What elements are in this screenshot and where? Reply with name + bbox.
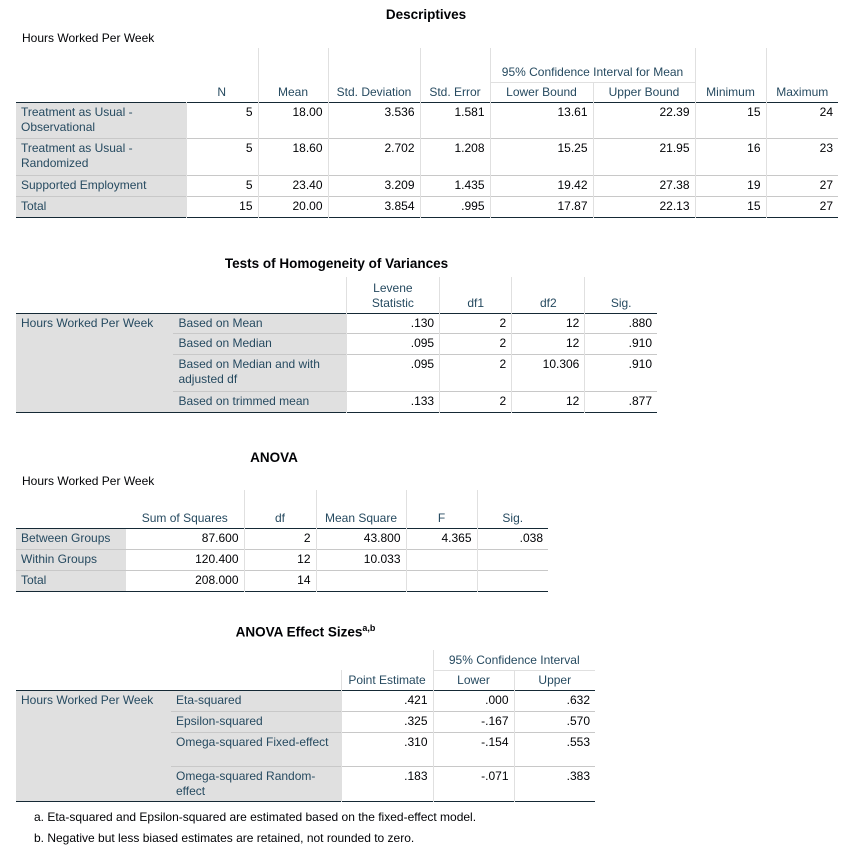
- table-row: [16, 528, 548, 549]
- desc-header-ci: 95% Confidence Interval for Mean: [490, 48, 695, 82]
- cell: 2: [244, 528, 316, 549]
- desc-header-upper-bound: Upper Bound: [593, 82, 695, 102]
- desc-header-std-error: Std. Error: [420, 48, 490, 102]
- row-label: Treatment as Usual - Observational: [16, 102, 186, 138]
- cell: .553: [514, 732, 595, 766]
- row-label: Treatment as Usual - Randomized: [16, 138, 186, 175]
- cell: 22.39: [593, 102, 695, 138]
- cell: 12: [244, 549, 316, 570]
- cell: .910: [585, 333, 657, 354]
- cell: 27: [766, 196, 838, 217]
- row-label: Total: [16, 570, 126, 591]
- cell: .130: [346, 313, 439, 333]
- row-group-label: Hours Worked Per Week: [16, 690, 171, 801]
- cell: 15.25: [490, 138, 593, 175]
- cell: .310: [341, 732, 433, 766]
- row-label: Based on Median: [173, 333, 346, 354]
- cell: 43.800: [316, 528, 406, 549]
- row-label: Epsilon-squared: [171, 711, 341, 732]
- table-row: [16, 196, 838, 217]
- cell: 12: [512, 391, 585, 412]
- desc-header-std-deviation: Std. Deviation: [328, 48, 420, 102]
- anova-header-f: F: [406, 490, 477, 528]
- descriptives-title: Descriptives: [385, 7, 467, 22]
- cell: 5: [186, 138, 258, 175]
- cell: 15: [695, 196, 766, 217]
- cell: 87.600: [201, 530, 239, 545]
- cell: [477, 549, 548, 570]
- cell: [406, 549, 477, 570]
- cell: 1.435: [420, 175, 490, 196]
- anova-dv-label: Hours Worked Per Week: [22, 474, 155, 488]
- cell: 19.42: [490, 175, 593, 196]
- row-label: Omega-squared Fixed-effect: [171, 732, 341, 766]
- cell: 13.61: [490, 102, 593, 138]
- cell: 17.87: [490, 196, 593, 217]
- cell: -.071: [433, 766, 514, 801]
- effect-title: [16, 623, 595, 640]
- row-label: Between Groups: [16, 528, 126, 549]
- cell: .133: [346, 391, 439, 412]
- row-group-label: Hours Worked Per Week: [16, 313, 173, 412]
- cell: 2: [440, 391, 512, 412]
- cell: 2: [440, 333, 512, 354]
- table-row: [16, 549, 548, 570]
- table-row: [16, 313, 657, 333]
- anova-header-sig: Sig.: [477, 490, 548, 528]
- cell: -.154: [433, 732, 514, 766]
- cell: .325: [341, 711, 433, 732]
- cell: 15: [186, 196, 258, 217]
- cell: 2: [440, 354, 512, 391]
- cell: [316, 570, 406, 591]
- cell: 1.581: [420, 102, 490, 138]
- cell: 23: [766, 138, 838, 175]
- effect-header-point: Point Estimate: [341, 670, 433, 690]
- row-label: Eta-squared: [171, 690, 341, 711]
- footnote-b: b. Negative but less biased estimates are retained, not rounded to zero.: [34, 831, 415, 845]
- row-label: Total: [16, 196, 186, 217]
- row-label: Based on Mean: [173, 313, 346, 333]
- table-row: [16, 175, 838, 196]
- desc-header-mean: Mean: [258, 48, 328, 102]
- row-label: Supported Employment: [16, 175, 186, 196]
- cell: 4.365: [406, 528, 477, 549]
- cell: 18.00: [258, 102, 328, 138]
- cell: 3.536: [328, 102, 420, 138]
- cell: [406, 570, 477, 591]
- table-row: [16, 138, 838, 175]
- table-row: [16, 570, 548, 591]
- hov-header-df1: df1: [440, 277, 512, 313]
- cell: .183: [341, 766, 433, 801]
- cell: 2.702: [328, 138, 420, 175]
- cell: 15: [695, 102, 766, 138]
- footnote-a: a. Eta-squared and Epsilon-squared are estimated based on the fixed-effect model.: [34, 810, 477, 824]
- cell: .570: [514, 711, 595, 732]
- cell: 22.13: [593, 196, 695, 217]
- cell: 16: [695, 138, 766, 175]
- cell: 27.38: [593, 175, 695, 196]
- row-label: Based on trimmed mean: [173, 391, 346, 412]
- cell: .095: [346, 333, 439, 354]
- cell: 27: [766, 175, 838, 196]
- anova-header-ms: Mean Square: [316, 490, 406, 528]
- cell: .095: [346, 354, 439, 391]
- anova-table: [16, 490, 548, 592]
- row-label: Omega-squared Random-effect: [171, 766, 341, 801]
- cell: 18.60: [258, 138, 328, 175]
- descriptives-table: [16, 48, 838, 218]
- anova-title: ANOVA: [250, 450, 298, 465]
- effect-header-lower: Lower: [433, 670, 514, 690]
- table-row: [16, 102, 838, 138]
- cell: .995: [420, 196, 490, 217]
- cell: 208.000: [126, 570, 244, 591]
- cell: 12: [512, 333, 585, 354]
- cell: 10.306: [512, 354, 585, 391]
- effect-sizes-table: [16, 650, 595, 802]
- hov-header-levene: Levene Statistic: [346, 277, 439, 313]
- cell: 23.40: [258, 175, 328, 196]
- cell: .632: [514, 690, 595, 711]
- row-label: Within Groups: [16, 549, 126, 570]
- table-row: [16, 690, 595, 711]
- cell: .880: [585, 313, 657, 333]
- cell: 1.208: [420, 138, 490, 175]
- cell: .000: [433, 690, 514, 711]
- anova-header-df: df: [244, 490, 316, 528]
- desc-header-minimum: Minimum: [695, 48, 766, 102]
- anova-header-ss: Sum of Squares: [141, 510, 228, 525]
- cell: 3.209: [328, 175, 420, 196]
- effect-title-footnote-marker: a,b: [362, 623, 376, 633]
- row-label: Based on Median and with adjusted df: [173, 354, 346, 391]
- effect-header-ci: 95% Confidence Interval: [433, 650, 595, 670]
- desc-header-n: N: [217, 84, 227, 99]
- cell: .038: [477, 528, 548, 549]
- cell: .421: [341, 690, 433, 711]
- cell: .383: [514, 766, 595, 801]
- cell: 2: [440, 313, 512, 333]
- cell: 12: [512, 313, 585, 333]
- homogeneity-title: Tests of Homogeneity of Variances: [224, 256, 449, 271]
- cell: 10.033: [316, 549, 406, 570]
- effect-title-text: ANOVA Effect Sizes: [235, 624, 363, 640]
- cell: 5: [186, 175, 258, 196]
- hov-header-df2: df2: [512, 277, 585, 313]
- cell: 120.400: [126, 549, 244, 570]
- cell: .910: [585, 354, 657, 391]
- desc-header-lower-bound: Lower Bound: [490, 82, 593, 102]
- cell: 20.00: [258, 196, 328, 217]
- cell: 21.95: [593, 138, 695, 175]
- cell: 24: [766, 102, 838, 138]
- desc-header-maximum: Maximum: [766, 48, 838, 102]
- cell: -.167: [433, 711, 514, 732]
- effect-header-upper: Upper: [514, 670, 595, 690]
- cell: 3.854: [328, 196, 420, 217]
- cell: [477, 570, 548, 591]
- cell: .877: [585, 391, 657, 412]
- cell: 19: [695, 175, 766, 196]
- cell: 14: [244, 570, 316, 591]
- homogeneity-table: [16, 277, 657, 413]
- cell: 5: [186, 102, 258, 138]
- hov-header-sig: Sig.: [585, 277, 657, 313]
- descriptives-dv-label: Hours Worked Per Week: [22, 31, 155, 45]
